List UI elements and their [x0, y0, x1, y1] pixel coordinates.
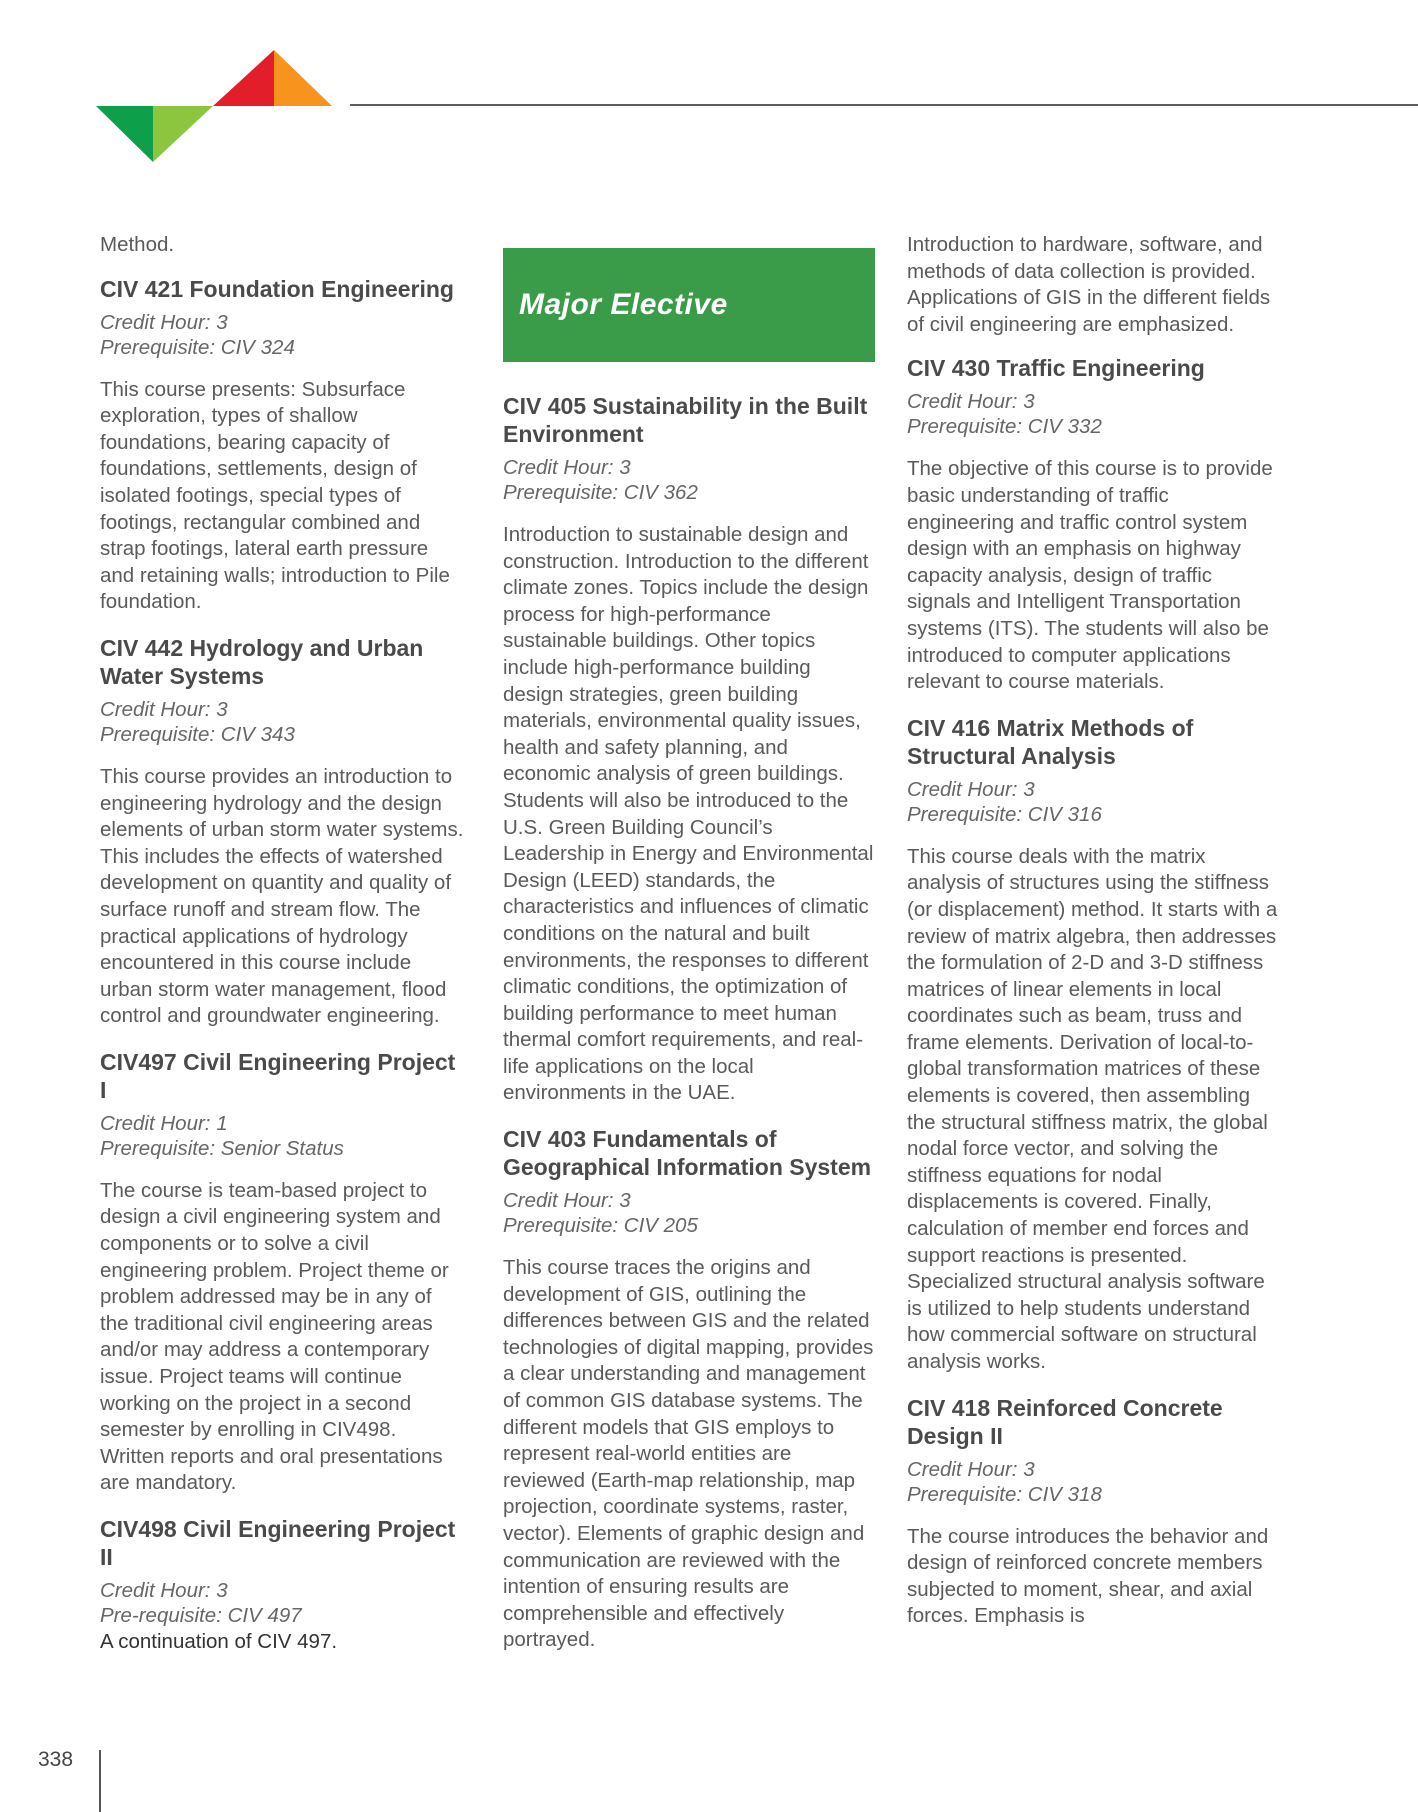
continued-text: Introduction to hardware, software, and methods of data collection is provided. Applications of GIS in the different fields of civil engineering are emphasized. — [907, 233, 1271, 336]
column-3 — [907, 232, 1279, 1648]
course-civ430 — [907, 354, 1279, 695]
header-rule — [350, 104, 1418, 106]
page-number: 338 — [38, 1748, 74, 1771]
course-civ405 — [503, 392, 875, 1107]
prerequisite: Prerequisite: CIV 343 — [100, 722, 295, 746]
course-title: CIV 403 Fundamentals of Geographical Information System — [503, 1126, 872, 1181]
course-civ421 — [100, 275, 464, 616]
credit-hour: Credit Hour: 1 — [100, 1111, 228, 1135]
course-title: CIV498 Civil Engineering Project II — [100, 1516, 456, 1570]
prerequisite: Prerequisite: CIV 205 — [503, 1214, 698, 1238]
section-heading: Major Elective — [519, 288, 728, 321]
page-number-divider — [99, 1750, 101, 1812]
prerequisite: Prerequisite: CIV 362 — [503, 481, 698, 504]
course-civ498 — [100, 1515, 464, 1655]
logo-triangles — [96, 48, 336, 164]
prerequisite: Prerequisite: CIV 318 — [907, 1482, 1102, 1506]
course-description: The course introduces the behavior and design of reinforced concrete members subjected to moment, shear, and axial forces. Emphasis is — [907, 1524, 1269, 1628]
credit-hour: Credit Hour: 3 — [907, 777, 1035, 801]
column-2 — [503, 232, 875, 1672]
credit-hour: Credit Hour: 3 — [503, 456, 631, 479]
logo-triangle-red — [213, 50, 274, 106]
logo-triangle-dark-green — [96, 106, 153, 162]
course-civ403 — [503, 1125, 875, 1654]
prerequisite: Prerequisite: Senior Status — [100, 1136, 344, 1160]
course-description: A continuation of CIV 497. — [100, 1630, 338, 1653]
continued-text: Method. — [100, 233, 175, 256]
course-civ497 — [100, 1048, 464, 1497]
logo-triangle-orange — [274, 50, 332, 106]
prerequisite: Prerequisite: CIV 324 — [100, 335, 295, 359]
prerequisite: Pre-requisite: CIV 497 — [100, 1604, 302, 1627]
column-1 — [100, 232, 464, 1655]
logo-triangle-light-green — [153, 106, 213, 162]
course-description: This course presents: Subsurface exploration, types of shallow foundations, bearing capacity of foundations, settlements, design of isolated footings, special types of footings, rectangular combined and strap footings, lateral earth pressure and retaining walls; introduction to Pile foundation. — [100, 377, 450, 614]
section-banner-major-elective — [503, 248, 875, 362]
course-description: The objective of this course is to provide basic understanding of traffic engineering and traffic control system design with an emphasis on highway capacity analysis, design of traffic signals and Intelligent Transportation systems (ITS). The students will also be introduced to computer applications relevant to course materials. — [907, 457, 1273, 694]
course-title: CIV 442 Hydrology and Urban Water Systems — [100, 634, 424, 689]
credit-hour: Credit Hour: 3 — [100, 1579, 228, 1602]
course-description: This course provides an introduction to engineering hydrology and the design elements of urban storm water systems. This includes the effects of watershed development on quantity and quality of surface runoff and stream flow. The practical applications of hydrology encountered in this course include urban storm water management, flood control and groundwater engineering. — [100, 764, 464, 1028]
course-title: CIV497 Civil Engineering Project I — [100, 1048, 456, 1103]
course-title: CIV 418 Reinforced Concrete Design II — [907, 1394, 1223, 1449]
course-title: CIV 416 Matrix Methods of Structural Analysis — [907, 714, 1194, 769]
course-description: Introduction to sustainable design and construction. Introduction to the different climate zones. Topics include the design process for high-performance sustainable buildings. Other topics include high-performance building design strategies, green building materials, environmental quality issues, health and safety planning, and economic analysis of green buildings. Students will also be introduced to the U.S. Green Building Council’s Leadership in Energy and Environmental Design (LEED) standards, the characteristics and influences of climatic conditions on the natural and built environments, the responses to different climatic conditions, the optimization of building performance to meet human thermal comfort requirements, and real-life applications on the local environments in the UAE. — [503, 523, 874, 1105]
course-description: The course is team-based project to design a civil engineering system and components or to solve a civil engineering problem. Project theme or problem addressed may be in any of the traditional civil engineering areas and/or may address a contemporary issue. Project teams will continue working on the project in a second semester by enrolling in CIV498. Written reports and oral presentations are mandatory. — [100, 1178, 449, 1495]
credit-hour: Credit Hour: 3 — [907, 1457, 1035, 1481]
credit-hour: Credit Hour: 3 — [907, 390, 1035, 414]
course-civ418 — [907, 1394, 1279, 1630]
course-description: This course traces the origins and development of GIS, outlining the differences between GIS and the related technologies of digital mapping, provides a clear understanding and management of common GIS database systems. The different models that GIS employs to represent real-world entities are reviewed (Earth-map relationship, map projection, coordinate systems, raster, vector). Elements of graphic design and communication are reviewed with the intention of ensuring results are comprehensible and effectively portrayed. — [503, 1256, 874, 1652]
credit-hour: Credit Hour: 3 — [100, 310, 228, 334]
course-title: CIV 430 Traffic Engineering — [907, 355, 1205, 382]
course-civ442 — [100, 634, 464, 1030]
credit-hour: Credit Hour: 3 — [503, 1189, 631, 1213]
course-title: CIV 405 Sustainability in the Built Environment — [503, 393, 868, 447]
course-title: CIV 421 Foundation Engineering — [100, 275, 454, 302]
credit-hour: Credit Hour: 3 — [100, 697, 228, 721]
course-civ416 — [907, 714, 1279, 1376]
prerequisite: Prerequisite: CIV 316 — [907, 802, 1102, 826]
course-description: This course deals with the matrix analysis of structures using the stiffness (or displacement) method. It starts with a review of matrix algebra, then addresses the formulation of 2-D and 3-D stiffness matrices of linear elements in local coordinates such as beam, truss and frame elements. Derivation of local-to-global transformation matrices of these elements is covered, then assembling the structural stiffness matrix, the global nodal force vector, and solving the stiffness equations for nodal displacements is covered. Finally, calculation of member end forces and support reactions is presented. Specialized structural analysis software is utilized to help students understand how commercial software on structural analysis works. — [907, 844, 1278, 1373]
prerequisite: Prerequisite: CIV 332 — [907, 415, 1102, 439]
